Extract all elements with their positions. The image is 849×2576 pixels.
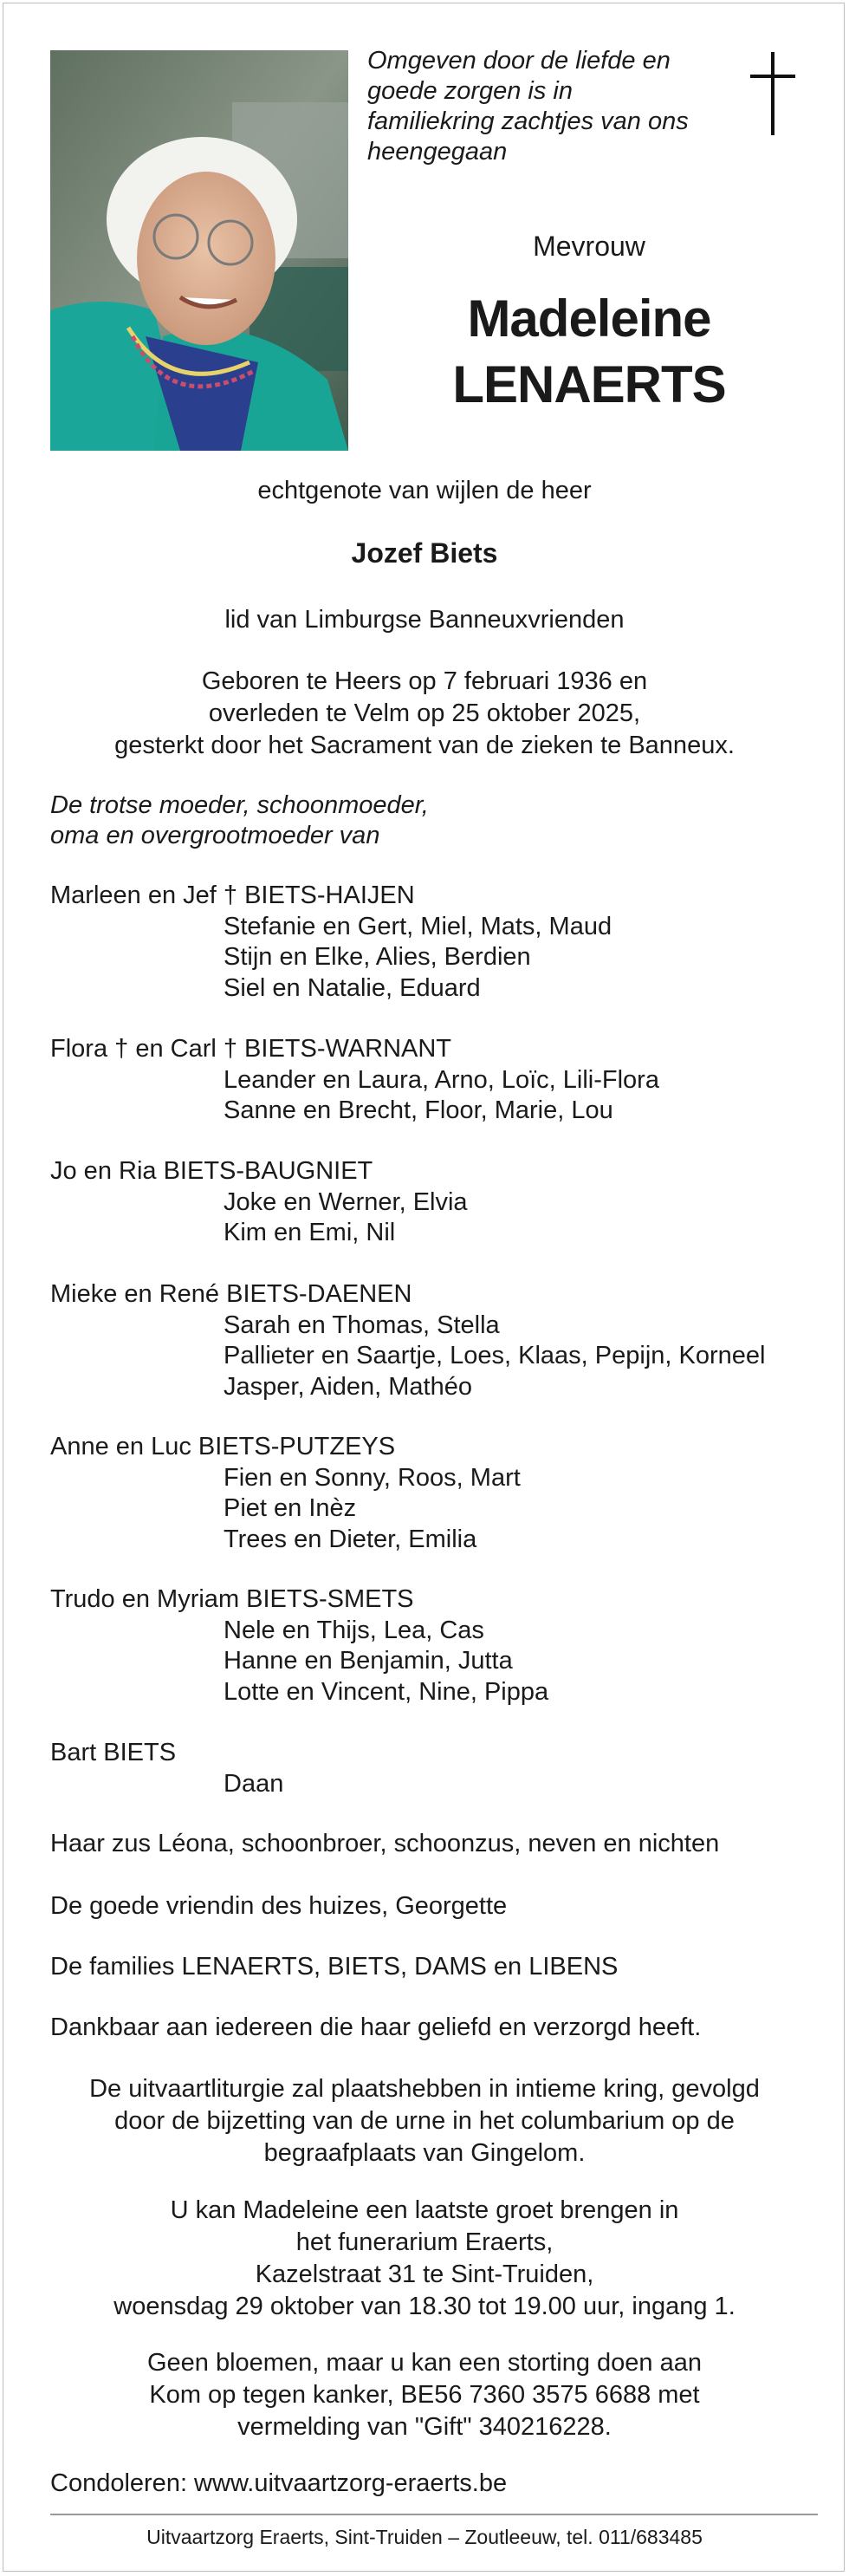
- footer-divider: [50, 2514, 818, 2515]
- intro-line: heengegaan: [367, 138, 508, 166]
- family-children: Pallieter en Saartje, Loes, Klaas, Pepijn, Korneel: [224, 1342, 766, 1369]
- salutation: Mevrouw: [533, 231, 645, 262]
- family-children: Siel en Natalie, Eduard: [224, 973, 481, 1002]
- family-head: Flora † en Carl † BIETS-WARNANT: [50, 1035, 452, 1063]
- family-head: Bart BIETS: [50, 1739, 177, 1766]
- last-name: LENAERTS: [452, 355, 726, 413]
- deceased-name: [373, 286, 806, 418]
- family-children: Fien en Sonny, Roos, Mart: [224, 1463, 521, 1492]
- family-group: [50, 1584, 830, 1708]
- donation-line: Kom op tegen kanker, BE56 7360 3575 6688 met: [149, 2381, 700, 2409]
- latin-cross-icon: [747, 50, 799, 137]
- family-group: [50, 1279, 830, 1402]
- family-head: Jo en Ria BIETS-BAUGNIET: [50, 1157, 373, 1185]
- funeral-line: door de bijzetting van de urne in het columbarium op de: [114, 2107, 735, 2135]
- family-children: Leander en Laura, Arno, Loïc, Lili-Flora: [224, 1065, 659, 1094]
- family-children: Kim en Emi, Nil: [224, 1219, 396, 1246]
- family-group: [50, 1034, 830, 1127]
- funeral-line: begraafplaats van Gingelom.: [263, 2139, 586, 2167]
- family-children: Jasper, Aiden, Mathéo: [224, 1372, 472, 1401]
- first-name: Madeleine: [467, 289, 711, 348]
- mother-line: De trotse moeder, schoonmoeder,: [50, 791, 429, 819]
- family-children: Trees en Dieter, Emilia: [224, 1525, 477, 1553]
- visitation-line: Kazelstraat 31 te Sint-Truiden,: [255, 2261, 594, 2288]
- relatives-line: Haar zus Léona, schoonbroer, schoonzus, neven en nichten: [50, 1830, 720, 1857]
- family-children: Sarah en Thomas, Stella: [224, 1311, 500, 1339]
- intro-text: [367, 46, 731, 167]
- birth-death-text: [35, 666, 814, 762]
- footer-text: Uitvaartzorg Eraerts, Sint-Truiden – Zoutleeuw, tel. 011/683485: [146, 2526, 703, 2548]
- family-head: Marleen en Jef † BIETS-HAIJEN: [50, 881, 415, 909]
- relatives-line: De families LENAERTS, BIETS, DAMS en LIBENS: [50, 1953, 619, 1981]
- family-children: Sanne en Brecht, Floor, Marie, Lou: [224, 1096, 613, 1124]
- relatives-line: De goede vriendin des huizes, Georgette: [50, 1892, 508, 1920]
- gratitude-line: Dankbaar aan iedereen die haar geliefd en verzorgd heeft.: [50, 2013, 702, 2041]
- birth-death-line: overleden te Velm op 25 oktober 2025,: [208, 699, 641, 727]
- family-children: Stijn en Elke, Alies, Berdien: [224, 943, 531, 971]
- spouse-name: Jozef Biets: [351, 537, 498, 569]
- family-group: [50, 1156, 830, 1249]
- portrait-photo: [50, 50, 348, 451]
- family-children: Hanne en Benjamin, Jutta: [224, 1647, 513, 1675]
- family-children: Daan: [224, 1769, 284, 1798]
- family-head: Anne en Luc BIETS-PUTZEYS: [50, 1433, 396, 1460]
- spouse-intro: echtgenote van wijlen de heer: [257, 477, 592, 504]
- funeral-text: [35, 2073, 814, 2169]
- condolences-link[interactable]: Condoleren: www.uitvaartzorg-eraerts.be: [50, 2469, 508, 2497]
- donation-line: vermelding van "Gift" 340216228.: [237, 2413, 612, 2441]
- family-children: Joke en Werner, Elvia: [224, 1187, 468, 1216]
- membership: lid van Limburgse Banneuxvrienden: [224, 606, 625, 634]
- funeral-line: De uitvaartliturgie zal plaatshebben in intieme kring, gevolgd: [89, 2075, 760, 2103]
- family-children: Stefanie en Gert, Miel, Mats, Maud: [224, 912, 612, 940]
- family-group: [50, 1432, 830, 1555]
- visitation-text: [35, 2195, 814, 2323]
- family-head: Mieke en René BIETS-DAENEN: [50, 1280, 412, 1308]
- mother-text: [50, 790, 821, 851]
- family-head: Trudo en Myriam BIETS-SMETS: [50, 1585, 414, 1613]
- donation-line: Geen bloemen, maar u kan een storting doen aan: [146, 2349, 703, 2377]
- family-group: [50, 1738, 830, 1799]
- intro-line: familiekring zachtjes van ons: [367, 107, 689, 135]
- visitation-line: U kan Madeleine een laatste groet brengen in: [170, 2196, 679, 2224]
- family-children: Nele en Thijs, Lea, Cas: [224, 1616, 484, 1644]
- birth-death-line: gesterkt door het Sacrament van de zieken te Banneux.: [114, 732, 735, 759]
- intro-line: Omgeven door de liefde en: [367, 47, 671, 75]
- visitation-line: woensdag 29 oktober van 18.30 tot 19.00 uur, ingang 1.: [113, 2293, 736, 2320]
- intro-line: goede zorgen is in: [367, 77, 573, 105]
- visitation-line: het funerarium Eraerts,: [295, 2228, 554, 2256]
- mother-line: oma en overgrootmoeder van: [50, 822, 380, 849]
- family-children: Piet en Inèz: [224, 1494, 357, 1522]
- donation-text: [35, 2347, 814, 2443]
- family-group: [50, 881, 830, 1004]
- birth-death-line: Geboren te Heers op 7 februari 1936 en: [201, 667, 648, 695]
- family-children: Lotte en Vincent, Nine, Pippa: [224, 1677, 549, 1706]
